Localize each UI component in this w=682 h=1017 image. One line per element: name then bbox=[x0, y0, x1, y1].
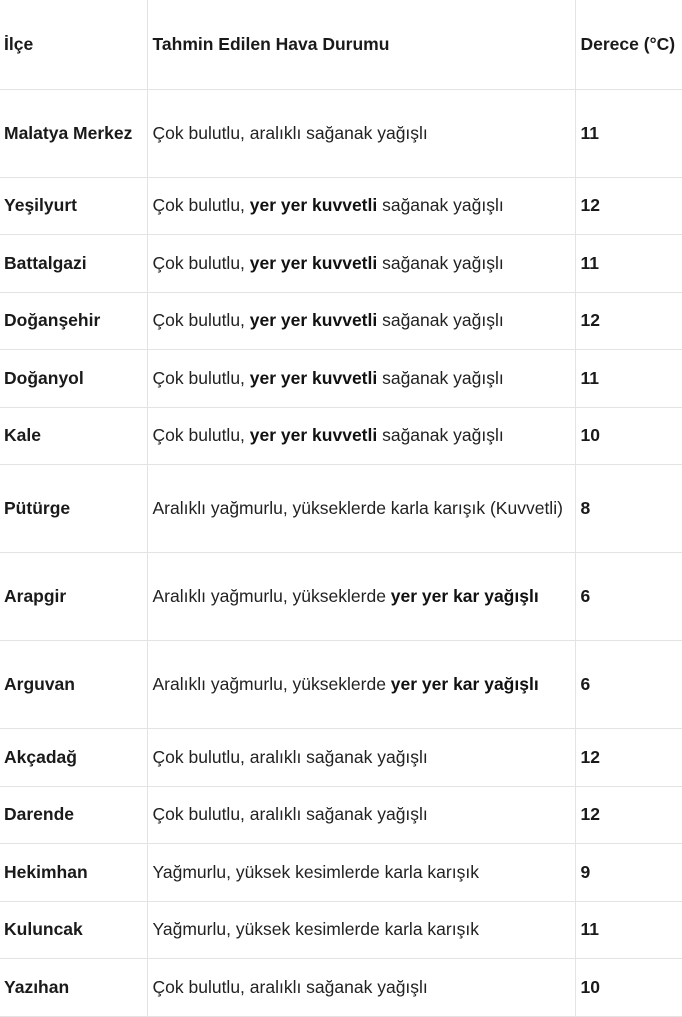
table-row bbox=[0, 407, 682, 465]
district-cell: Arguvan bbox=[0, 641, 147, 729]
forecast-text: Yağmurlu, yüksek kesimlerde karla karışık bbox=[152, 861, 479, 882]
forecast-text: Çok bulutlu, bbox=[152, 367, 250, 388]
forecast-cell bbox=[147, 350, 575, 408]
degree-cell: 10 bbox=[575, 959, 682, 1017]
district-cell: Malatya Merkez bbox=[0, 89, 147, 177]
degree-cell: 12 bbox=[575, 292, 682, 350]
district-cell: Pütürge bbox=[0, 465, 147, 553]
degree-cell: 9 bbox=[575, 844, 682, 902]
table-row bbox=[0, 350, 682, 408]
table-row bbox=[0, 844, 682, 902]
forecast-text: Aralıklı yağmurlu, yükseklerde bbox=[152, 586, 391, 606]
table-row bbox=[0, 292, 682, 350]
forecast-cell bbox=[147, 729, 575, 787]
table-row bbox=[0, 177, 682, 235]
table-row bbox=[0, 465, 682, 553]
forecast-cell bbox=[147, 553, 575, 641]
forecast-text: Çok bulutlu, bbox=[152, 425, 250, 446]
forecast-emphasis: yer yer kuvvetli bbox=[249, 252, 378, 273]
forecast-text: sağanak yağışlı bbox=[377, 195, 504, 216]
forecast-cell bbox=[147, 235, 575, 293]
degree-cell: 8 bbox=[575, 465, 682, 553]
forecast-text: Çok bulutlu, aralıklı sağanak yağışlı bbox=[152, 804, 428, 825]
degree-cell: 10 bbox=[575, 407, 682, 465]
degree-cell: 12 bbox=[575, 177, 682, 235]
degree-cell: 12 bbox=[575, 786, 682, 844]
forecast-emphasis: yer yer kar yağışlı bbox=[390, 586, 539, 606]
forecast-cell bbox=[147, 959, 575, 1017]
degree-cell: 11 bbox=[575, 901, 682, 959]
table-row bbox=[0, 959, 682, 1017]
forecast-text: sağanak yağışlı bbox=[377, 252, 504, 273]
forecast-emphasis: yer yer kuvvetli bbox=[249, 367, 378, 388]
district-cell: Kale bbox=[0, 407, 147, 465]
forecast-cell bbox=[147, 465, 575, 553]
forecast-text: Aralıklı yağmurlu, yükseklerde bbox=[152, 674, 391, 694]
header-forecast: Tahmin Edilen Hava Durumu bbox=[147, 0, 575, 89]
forecast-text: sağanak yağışlı bbox=[377, 310, 504, 331]
forecast-text: Çok bulutlu, aralıklı sağanak yağışlı bbox=[152, 976, 428, 997]
district-cell: Darende bbox=[0, 786, 147, 844]
district-cell: Doğanyol bbox=[0, 350, 147, 408]
table-row bbox=[0, 901, 682, 959]
forecast-text: Yağmurlu, yüksek kesimlerde karla karışık bbox=[152, 919, 479, 940]
degree-cell: 6 bbox=[575, 553, 682, 641]
forecast-text: Çok bulutlu, aralıklı sağanak yağışlı bbox=[152, 746, 428, 767]
district-cell: Doğanşehir bbox=[0, 292, 147, 350]
forecast-text: Çok bulutlu, aralıklı sağanak yağışlı bbox=[152, 122, 428, 143]
header-degree: Derece (°C) bbox=[575, 0, 682, 89]
degree-cell: 11 bbox=[575, 89, 682, 177]
forecast-text: sağanak yağışlı bbox=[377, 367, 504, 388]
district-cell: Yeşilyurt bbox=[0, 177, 147, 235]
forecast-emphasis: yer yer kuvvetli bbox=[249, 195, 378, 216]
forecast-cell bbox=[147, 177, 575, 235]
degree-cell: 11 bbox=[575, 235, 682, 293]
forecast-text: Çok bulutlu, bbox=[152, 195, 250, 216]
district-cell: Hekimhan bbox=[0, 844, 147, 902]
district-cell: Battalgazi bbox=[0, 235, 147, 293]
forecast-emphasis: yer yer kar yağışlı bbox=[390, 674, 539, 694]
district-cell: Yazıhan bbox=[0, 959, 147, 1017]
degree-cell: 6 bbox=[575, 641, 682, 729]
forecast-cell bbox=[147, 786, 575, 844]
table-row bbox=[0, 786, 682, 844]
forecast-cell bbox=[147, 844, 575, 902]
forecast-cell bbox=[147, 89, 575, 177]
table-header-row bbox=[0, 0, 682, 89]
forecast-text: sağanak yağışlı bbox=[377, 425, 504, 446]
forecast-emphasis: yer yer kuvvetli bbox=[249, 310, 378, 331]
table-body bbox=[0, 89, 682, 1016]
table-row bbox=[0, 89, 682, 177]
forecast-cell bbox=[147, 641, 575, 729]
header-district: İlçe bbox=[0, 0, 147, 89]
district-cell: Akçadağ bbox=[0, 729, 147, 787]
degree-cell: 11 bbox=[575, 350, 682, 408]
forecast-cell bbox=[147, 901, 575, 959]
forecast-text: Çok bulutlu, bbox=[152, 252, 250, 273]
table-row bbox=[0, 729, 682, 787]
forecast-text: Aralıklı yağmurlu, yükseklerde karla karışık (Kuvvetli) bbox=[152, 498, 563, 518]
table-row bbox=[0, 235, 682, 293]
forecast-emphasis: yer yer kuvvetli bbox=[249, 425, 378, 446]
forecast-cell bbox=[147, 292, 575, 350]
table-row bbox=[0, 553, 682, 641]
forecast-cell bbox=[147, 407, 575, 465]
table-row bbox=[0, 641, 682, 729]
degree-cell: 12 bbox=[575, 729, 682, 787]
forecast-text: Çok bulutlu, bbox=[152, 310, 250, 331]
district-cell: Arapgir bbox=[0, 553, 147, 641]
district-cell: Kuluncak bbox=[0, 901, 147, 959]
